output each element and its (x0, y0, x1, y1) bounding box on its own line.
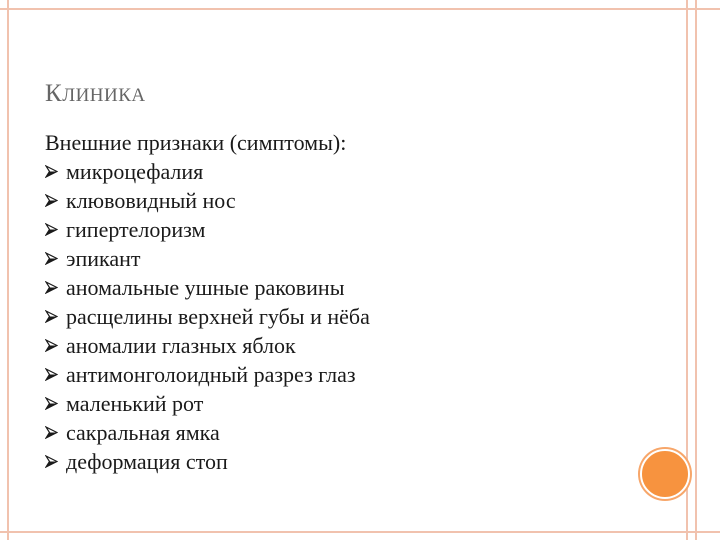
list-item-label: расщелины верхней губы и нёба (66, 304, 370, 329)
list-item-label: эпикант (66, 246, 141, 271)
list-item (45, 389, 665, 418)
list-item-label: аномалии глазных яблок (66, 333, 296, 358)
arrowhead-bullet-icon (45, 165, 58, 178)
slide-title (45, 80, 146, 108)
arrowhead-bullet-icon (45, 397, 58, 410)
list-item-label: деформация стоп (66, 449, 228, 474)
arrowhead-bullet-icon (45, 455, 58, 468)
list-item-label: маленький рот (66, 391, 204, 416)
list-item (45, 418, 665, 447)
arrowhead-bullet-icon (45, 426, 58, 439)
frame-line-right-inner (686, 0, 688, 540)
list-item-label: аномальные ушные раковины (66, 275, 345, 300)
list-item (45, 360, 665, 389)
arrowhead-bullet-icon (45, 252, 58, 265)
list-item-label: антимонголоидный разрез глаз (66, 362, 356, 387)
symptom-list (45, 157, 665, 476)
list-item (45, 244, 665, 273)
list-item-label: клювовидный нос (66, 188, 236, 213)
list-item (45, 331, 665, 360)
arrowhead-bullet-icon (45, 368, 58, 381)
arrowhead-bullet-icon (45, 281, 58, 294)
list-item (45, 186, 665, 215)
arrowhead-bullet-icon (45, 194, 58, 207)
list-item-label: гипертелоризм (66, 217, 206, 242)
arrowhead-bullet-icon (45, 223, 58, 236)
frame-line-bottom (0, 531, 720, 533)
list-item (45, 215, 665, 244)
list-item-label: сакральная ямка (66, 420, 220, 445)
slide-content (45, 128, 665, 476)
list-item (45, 273, 665, 302)
decorative-orange-circle (640, 449, 690, 499)
arrowhead-bullet-icon (45, 310, 58, 323)
slide-subtitle: Внешние признаки (симптомы): (45, 130, 347, 155)
list-item (45, 302, 665, 331)
slide-title-initial: К (45, 80, 63, 107)
list-item-label: микроцефалия (66, 159, 204, 184)
arrowhead-bullet-icon (45, 339, 58, 352)
frame-line-top (0, 8, 720, 10)
list-item (45, 447, 665, 476)
slide-title-rest: ЛИНИКА (62, 85, 146, 106)
frame-line-left (7, 0, 9, 540)
list-item (45, 157, 665, 186)
frame-line-right-outer (695, 0, 697, 540)
